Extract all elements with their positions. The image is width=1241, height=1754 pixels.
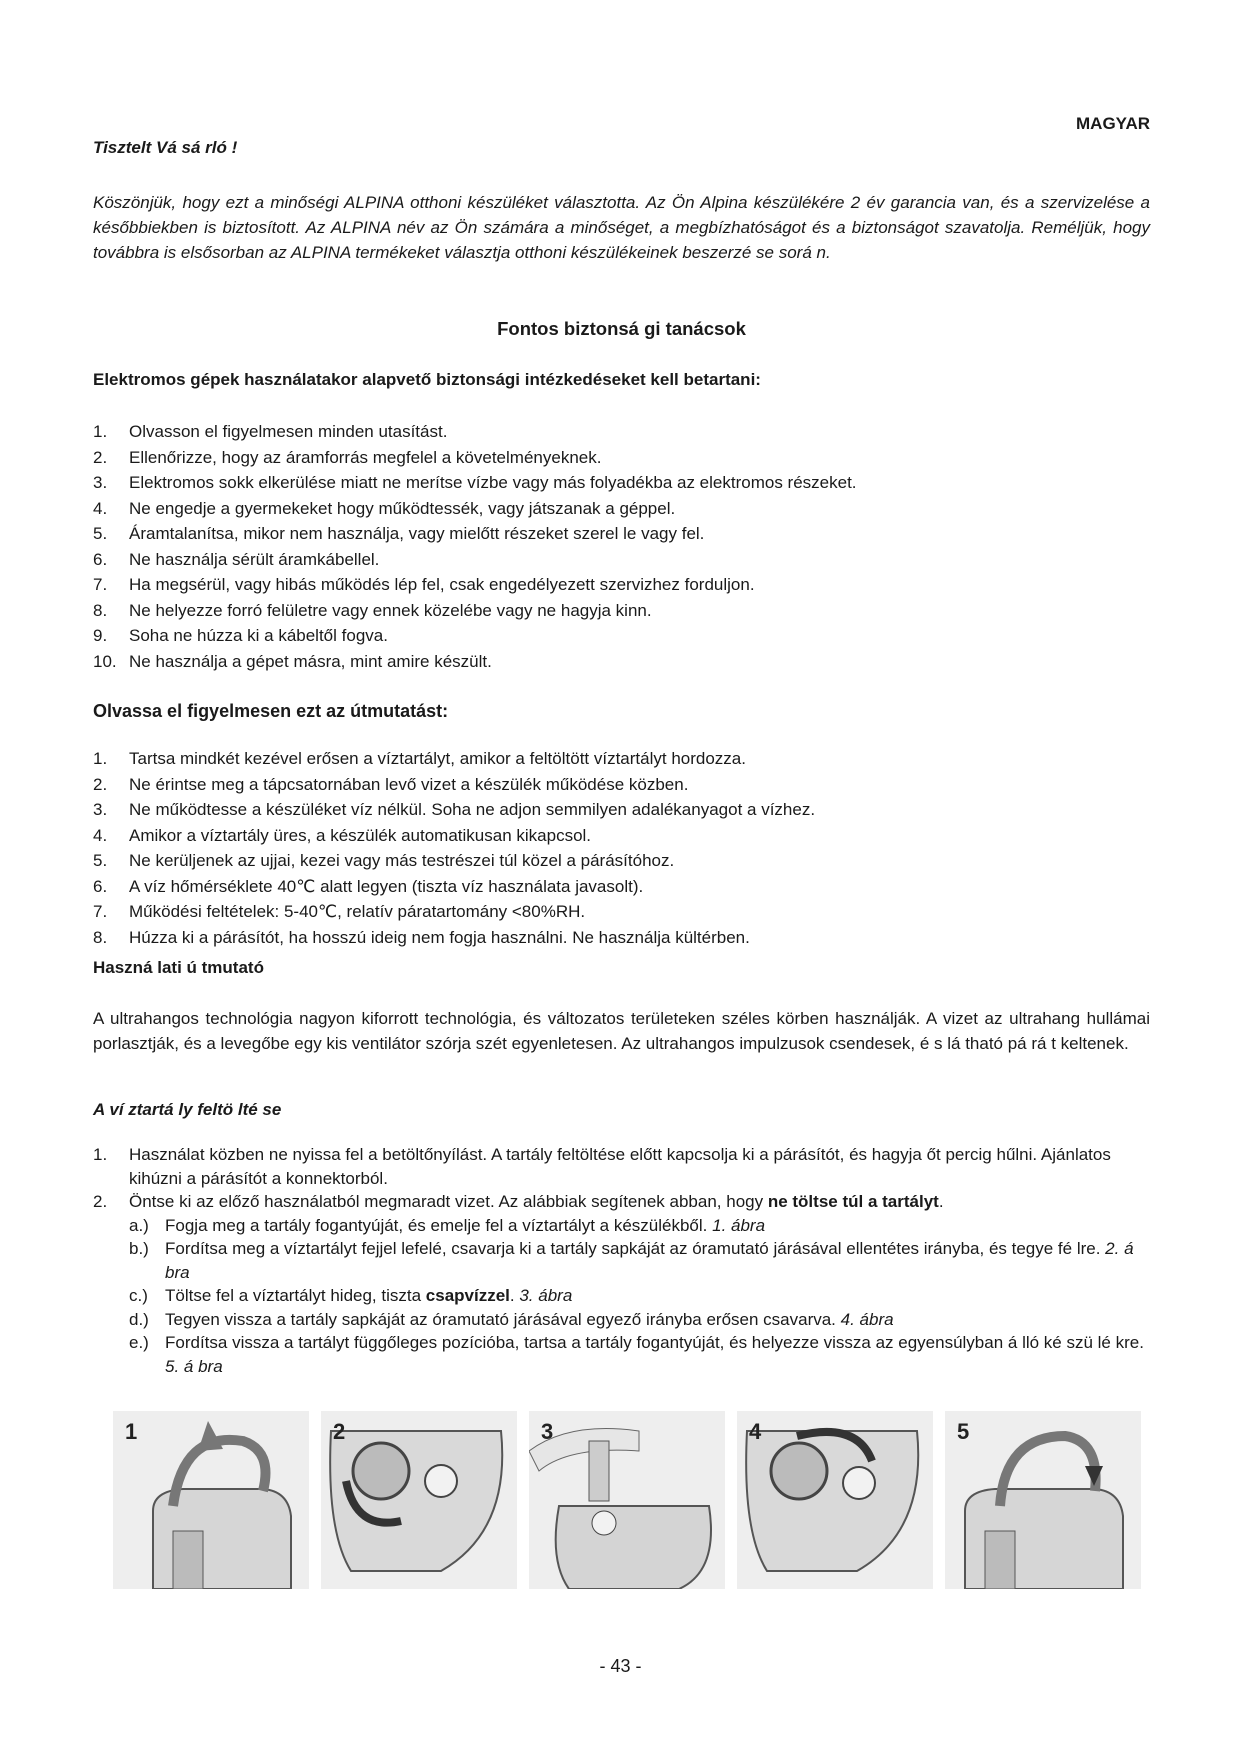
list-item: 10. Ne használja a gépet másra, mint amire készült. bbox=[93, 651, 492, 671]
figure-3 bbox=[529, 1411, 725, 1589]
list-item: 9. Soha ne húzza ki a kábeltől fogva. bbox=[93, 626, 388, 645]
list-item: c.) Töltse fel a víztartályt hideg, tiszta csapvízzel. 3. ábra bbox=[129, 1286, 573, 1305]
list-item: d.) Tegyen vissza a tartály sapkáját az óramutató járásával egyező irányba erősen csavarva. 4. ábra bbox=[129, 1309, 894, 1329]
list-item: a.) Fogja meg a tartály fogantyúját, és emelje fel a víztartályt a készülékből. 1. ábra bbox=[129, 1215, 766, 1235]
figure-2 bbox=[321, 1411, 517, 1589]
list-item: b.) Fordítsa meg a víztartályt fejjel lefelé, csavarja ki a tartály sapkáját az óramutató járásával ellentétes irányba, és tegye fé lre. 2. á bra bbox=[129, 1239, 1134, 1282]
figure-number: 4 bbox=[749, 1419, 762, 1444]
safety-subtitle: Elektromos gépek használatakor alapvető biztonsági intézkedéseket kell betartani: bbox=[93, 370, 761, 389]
list-item: 1. Használat közben ne nyissa fel a betöltőnyílást. A tartály feltöltése előtt kapcsolja ki a párásítót, és hagyja őt percig hűlni. Ajánlatos kihúzni a párásítót a konnektorból. bbox=[93, 1145, 1111, 1188]
filling-title: A ví ztartá ly feltö lté se bbox=[93, 1100, 282, 1119]
figure-5 bbox=[945, 1411, 1141, 1589]
read-manual-list bbox=[93, 746, 1150, 950]
figure-number: 3 bbox=[541, 1419, 554, 1444]
safety-list bbox=[93, 419, 1150, 674]
figure-4 bbox=[737, 1411, 933, 1589]
list-item: 6. A víz hőmérséklete 40℃ alatt legyen (tiszta víz használata javasolt). bbox=[93, 876, 644, 896]
list-item: 8. Ne helyezze forró felületre vagy ennek közelébe vagy ne hagyja kinn. bbox=[93, 600, 652, 620]
greeting: Tisztelt Vá sá rló ! bbox=[93, 138, 238, 157]
usage-paragraph: A ultrahangos technológia nagyon kiforrott technológia, és változatos területeken széles körben használják. A vizet az ultrahang hullámai porlasztják, és a levegőbe egy kis ventilátor szórja szét egyenletesen. Az ultrahangos impulzusok csendesek, é s lá tható pá rá t keltenek. bbox=[93, 1009, 1150, 1053]
read-manual-title: Olvassa el figyelmesen ezt az útmutatást: bbox=[93, 701, 449, 721]
language-label: MAGYAR bbox=[1076, 114, 1150, 133]
page-number: - 43 - bbox=[599, 1656, 642, 1676]
filling-sublist bbox=[129, 1214, 1150, 1379]
figure-number: 2 bbox=[333, 1419, 346, 1444]
figure-1 bbox=[113, 1411, 309, 1589]
filling-list bbox=[93, 1143, 1150, 1378]
list-item: 7. Ha megsérül, vagy hibás működés lép fel, csak engedélyezett szervizhez forduljon. bbox=[93, 575, 755, 594]
list-item: 1. Tartsa mindkét kezével erősen a víztartályt, amikor a feltöltött víztartályt hordozza. bbox=[93, 749, 746, 768]
intro-paragraph: Köszönjük, hogy ezt a minőségi ALPINA otthoni készüléket választotta. Az Ön Alpina készülékére 2 év garancia van, és a szervizelése a későbbiekben is biztosított. Az ALPINA név az Ön számára a minőséget, a megbízhatóságot és a biztonságot szavatolja. Reméljük, hogy továbbra is elsősorban az ALPINA termékeket választja otthoni készülékeinek beszerzé se sorá n. bbox=[93, 193, 1150, 262]
list-item: 3. Elektromos sokk elkerülése miatt ne merítse vízbe vagy más folyadékba az elektromos részeket. bbox=[93, 473, 857, 492]
list-item: 4. Ne engedje a gyermekeket hogy működtessék, vagy játszanak a géppel. bbox=[93, 498, 676, 518]
list-item: 2. Ne érintse meg a tápcsatornában levő vizet a készülék működése közben. bbox=[93, 774, 689, 794]
figure-strip bbox=[113, 1411, 1141, 1589]
list-item: 5. Ne kerüljenek az ujjai, kezei vagy más testrészei túl közel a párásítóhoz. bbox=[93, 851, 675, 870]
list-item: 6. Ne használja sérült áramkábellel. bbox=[93, 549, 380, 569]
figure-number: 1 bbox=[125, 1419, 138, 1444]
list-item: 2. Öntse ki az előző használatból megmaradt vizet. Az alábbiak segítenek abban, hogy ne töltse túl a tartályt. a.) Fogja meg a tartály fogantyúját, és emelje fel a víztartályt a készülékből. 1. ábra b.) Fordítsa meg a víztartályt fejjel lefelé, csavarja ki a tartály sapkáját az óramutató járásával ellentétes irányba, és tegye fé lre. 2. á bra c.) Töltse fel a víztartályt hideg, tiszta csapvízzel. 3. ábra d.) Tegyen vissza a tartály sapkáját az óramutató járásával egyező irányba erősen csavarva. 4. ábra e.) Fordítsa vissza a tartályt függőleges pozícióba, tartsa a tartály fogantyúját, és helyezze vissza az egyensúlyban á lló ké szü lé kre. 5. á bra bbox=[93, 1190, 1150, 1378]
list-item: 4. Amikor a víztartály üres, a készülék automatikusan kikapcsol. bbox=[93, 825, 592, 845]
list-item: 1. Olvasson el figyelmesen minden utasítást. bbox=[93, 422, 448, 441]
list-item: 7. Működési feltételek: 5-40℃, relatív páratartomány <80%RH. bbox=[93, 902, 586, 921]
list-item: 2. Ellenőrizze, hogy az áramforrás megfelel a követelményeknek. bbox=[93, 447, 602, 467]
list-item: 3. Ne működtesse a készüléket víz nélkül. Soha ne adjon semmilyen adalékanyagot a vízhez. bbox=[93, 800, 816, 819]
list-item: 5. Áramtalanítsa, mikor nem használja, vagy mielőtt részeket szerel le vagy fel. bbox=[93, 524, 705, 543]
usage-title: Haszná lati ú tmutató bbox=[93, 958, 264, 977]
safety-title: Fontos biztonsá gi tanácsok bbox=[497, 318, 746, 339]
list-item: 8. Húzza ki a párásítót, ha hosszú ideig nem fogja használni. Ne használja kültérben. bbox=[93, 927, 750, 947]
figure-number: 5 bbox=[957, 1419, 970, 1444]
list-item: e.) Fordítsa vissza a tartályt függőleges pozícióba, tartsa a tartály fogantyúját, és helyezze vissza az egyensúlyban á lló ké szü lé kre. 5. á bra bbox=[129, 1333, 1144, 1376]
